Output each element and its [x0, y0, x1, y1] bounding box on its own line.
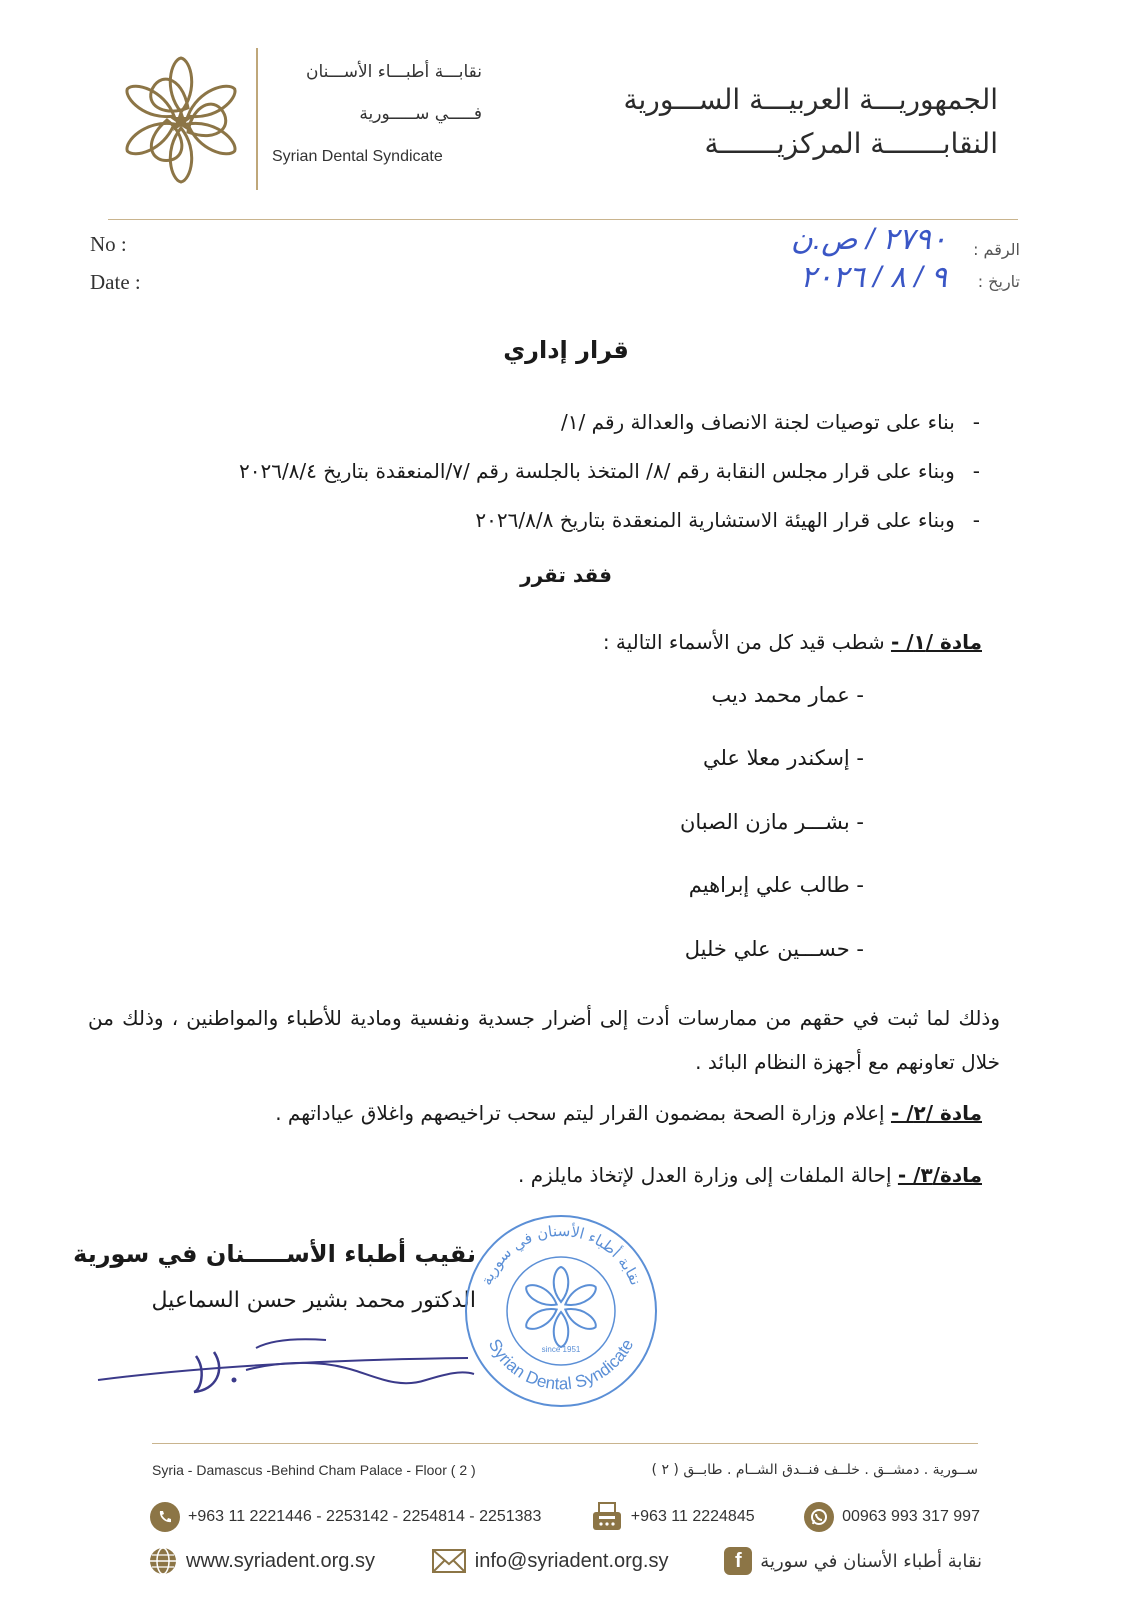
name-item-5: - حســـين علي خليل	[684, 937, 864, 961]
email-link[interactable]: info@syriadent.org.sy	[474, 1549, 669, 1572]
republic-line-1: الجمهوريـــة العربيـــة الســـورية	[623, 83, 998, 116]
svg-text:نقابة أطباء الأسنان في سورية	[477, 1222, 645, 1288]
whatsapp-icon	[804, 1502, 834, 1532]
article-2-label: مادة /٢/ -	[890, 1101, 982, 1125]
envelope-icon	[431, 1547, 467, 1575]
article-1-label: مادة /١/ -	[890, 630, 982, 654]
bullet-dash: -	[972, 410, 980, 434]
header-divider	[108, 219, 1018, 220]
facebook-group	[724, 1547, 982, 1575]
handwritten-number: ٢٧٩٠ / ص.ن	[790, 223, 947, 256]
intro-line-1	[561, 410, 980, 434]
signatory-title: نقيب أطباء الأســـــنان في سورية	[73, 1240, 476, 1268]
intro-text-1: بناء على توصيات لجنة الانصاف والعدالة رقم /١/	[561, 410, 955, 434]
intro-text-3: وبناء على قرار الهيئة الاستشارية المنعقدة بتاريخ ٢٠٢٦/٨/٨	[475, 508, 955, 532]
intro-line-3	[475, 508, 980, 532]
name-item-2: - إسكندر معلا علي	[702, 746, 864, 770]
address-ar: ســورية . دمشــق . خلــف فنــدق الشــام . طابــق ( ٢ )	[651, 1462, 978, 1478]
decision-subtitle: فقد تقرر	[520, 563, 612, 587]
stamp-since: since 1951	[541, 1345, 581, 1354]
fax-number: +963 11 2224845	[630, 1508, 755, 1525]
phone-group	[150, 1502, 541, 1532]
number-label-ar: الرقم :	[973, 240, 1020, 259]
article-3-label: مادة/٣/ -	[897, 1163, 982, 1187]
footer-online	[148, 1544, 982, 1578]
article-1	[603, 630, 982, 654]
official-stamp	[462, 1212, 660, 1410]
article-3-text: إحالة الملفات إلى وزارة العدل لإتخاذ مايلزم .	[518, 1163, 898, 1187]
bullet-dash: -	[972, 459, 980, 483]
logo-divider	[256, 48, 258, 190]
phone-icon	[150, 1502, 180, 1532]
article-2-text: إعلام وزارة الصحة بمضمون القرار ليتم سحب تراخيصهم واغلاق عياداتهم .	[275, 1101, 891, 1125]
stamp-text-ar: نقابة أطباء الأسنان في سورية	[477, 1221, 645, 1288]
article-2	[275, 1101, 982, 1125]
footer-divider	[152, 1443, 978, 1444]
footer-contacts	[150, 1500, 980, 1534]
date-label-ar: تاريخ :	[977, 272, 1020, 291]
article-1-text: شطب قيد كل من الأسماء التالية :	[602, 630, 891, 654]
fax-group	[591, 1502, 755, 1532]
website-group	[148, 1546, 375, 1576]
address-en: Syria - Damascus -Behind Cham Palace - Floor ( 2 )	[152, 1462, 476, 1478]
globe-icon	[148, 1546, 178, 1576]
republic-line-2: النقابـــــــة المركزيـــــــة	[704, 127, 998, 160]
name-item-3: - بشـــر مازن الصبان	[679, 810, 864, 834]
whatsapp-group	[804, 1502, 980, 1532]
phone-numbers: +963 11 2221446 - 2253142 - 2254814 - 2251383	[188, 1508, 542, 1525]
handwritten-signature	[96, 1330, 476, 1410]
name-item-4: - طالب علي إبراهيم	[688, 873, 864, 897]
facebook-page[interactable]: نقابة أطباء الأسنان في سورية	[760, 1550, 982, 1572]
footer-address	[152, 1462, 978, 1478]
org-name-ar-line-2: فـــــي ســـــورية	[359, 104, 482, 124]
date-label: Date :	[90, 270, 141, 294]
signatory-name: الدكتور محمد بشير حسن السماعيل	[151, 1288, 476, 1313]
article-3	[518, 1163, 982, 1187]
no-label: No :	[90, 232, 127, 256]
stamp-text-en: Syrian Dental Syndicate	[484, 1335, 638, 1394]
justification-paragraph: وذلك لما ثبت في حقهم من ممارسات أدت إلى أضرار جسدية ونفسية ومادية للأطباء والمواطنين ، وذلك من خلال تعاونهم مع أجهزة النظام البائد .	[88, 1006, 1000, 1074]
facebook-icon: f	[724, 1547, 752, 1575]
decision-title: قرار إداري	[503, 336, 629, 364]
name-item-1: - عمار محمد ديب	[711, 683, 864, 707]
intro-text-2: وبناء على قرار مجلس النقابة رقم /٨/ المتخذ بالجلسة رقم /٧/المنعقدة بتاريخ ٢٠٢٦/٨/٤	[238, 459, 955, 483]
website-link[interactable]: www.syriadent.org.sy	[186, 1549, 375, 1572]
org-name-en: Syrian Dental Syndicate	[272, 148, 443, 165]
email-group	[431, 1547, 669, 1575]
republic-heading	[624, 78, 999, 166]
syndicate-logo	[106, 48, 256, 193]
whatsapp-number: 00963 993 317 997	[842, 1508, 980, 1525]
bullet-dash: -	[972, 508, 980, 532]
handwritten-date: ٩ / ٨ / ٢٠٢٦	[800, 261, 947, 294]
fax-icon	[591, 1502, 623, 1532]
intro-line-2	[239, 459, 980, 483]
org-name-ar-line-1: نقابـــة أطبـــاء الأســـنان	[305, 62, 482, 82]
